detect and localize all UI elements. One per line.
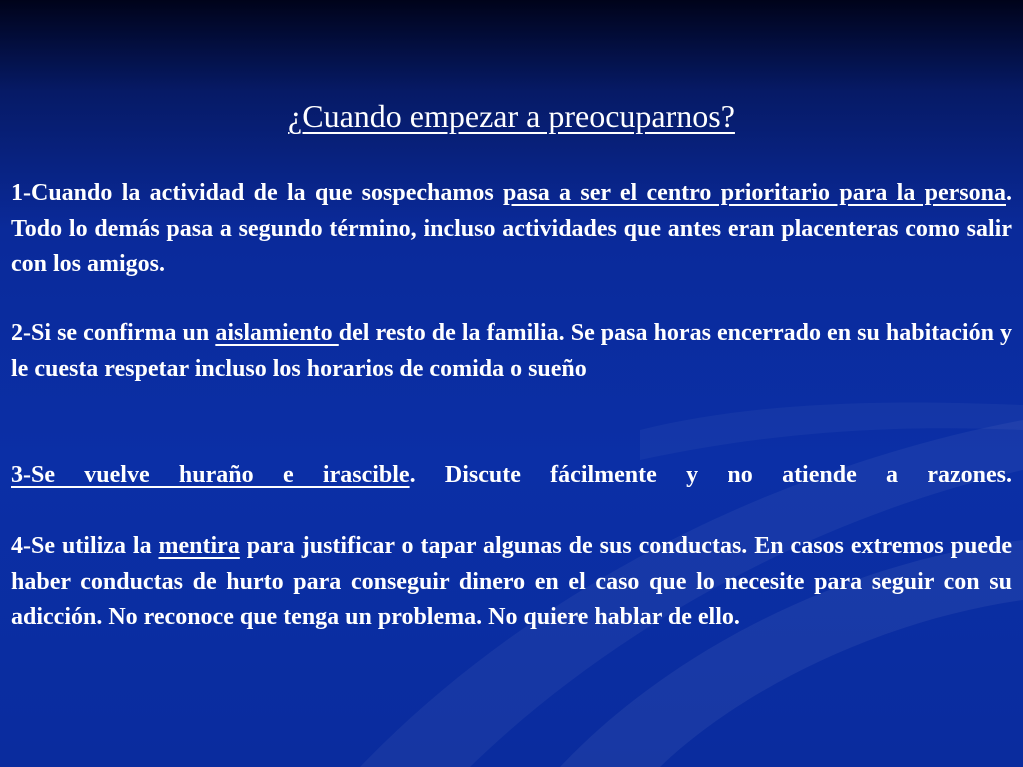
paragraph-1-underlined: pasa a ser el centro prioritario para la persona (503, 180, 1006, 206)
paragraph-2-lead: 2-Si se confirma un (11, 320, 216, 346)
paragraph-4-rest: para justificar o tapar algunas de sus conductas. En casos extremos puede haber conductas de hurto para conseguir dinero en el caso que lo necesite para seguir con su adicción. No reconoce que tenga un problema. No quiere hablar de ello. (11, 533, 1012, 630)
paragraph-3-underlined: 3-Se vuelve huraño e irascible (11, 462, 410, 488)
paragraph-3-rest: . Discute fácilmente y no atiende a razones. (409, 462, 1012, 488)
paragraph-4-lead: 4-Se utiliza la (11, 533, 159, 559)
paragraph-3 (11, 458, 1012, 494)
paragraph-4 (11, 529, 1012, 636)
paragraph-1-rest: . Todo lo demás pasa a segundo término, incluso actividades que antes eran placenteras como salir con los amigos. (11, 180, 1012, 277)
paragraph-2-rest: del resto de la familia. Se pasa horas encerrado en su habitación y le cuesta respetar incluso los horarios de comida o sueño (11, 320, 1013, 382)
paragraph-2-underlined: aislamiento (215, 320, 339, 346)
paragraph-1-lead: 1-Cuando la actividad de la que sospechamos (11, 180, 504, 206)
paragraph-1 (11, 176, 1012, 283)
paragraph-2 (11, 316, 1012, 387)
paragraph-4-underlined: mentira (158, 533, 240, 559)
slide-title: ¿Cuando empezar a preocuparnos? (288, 98, 735, 134)
